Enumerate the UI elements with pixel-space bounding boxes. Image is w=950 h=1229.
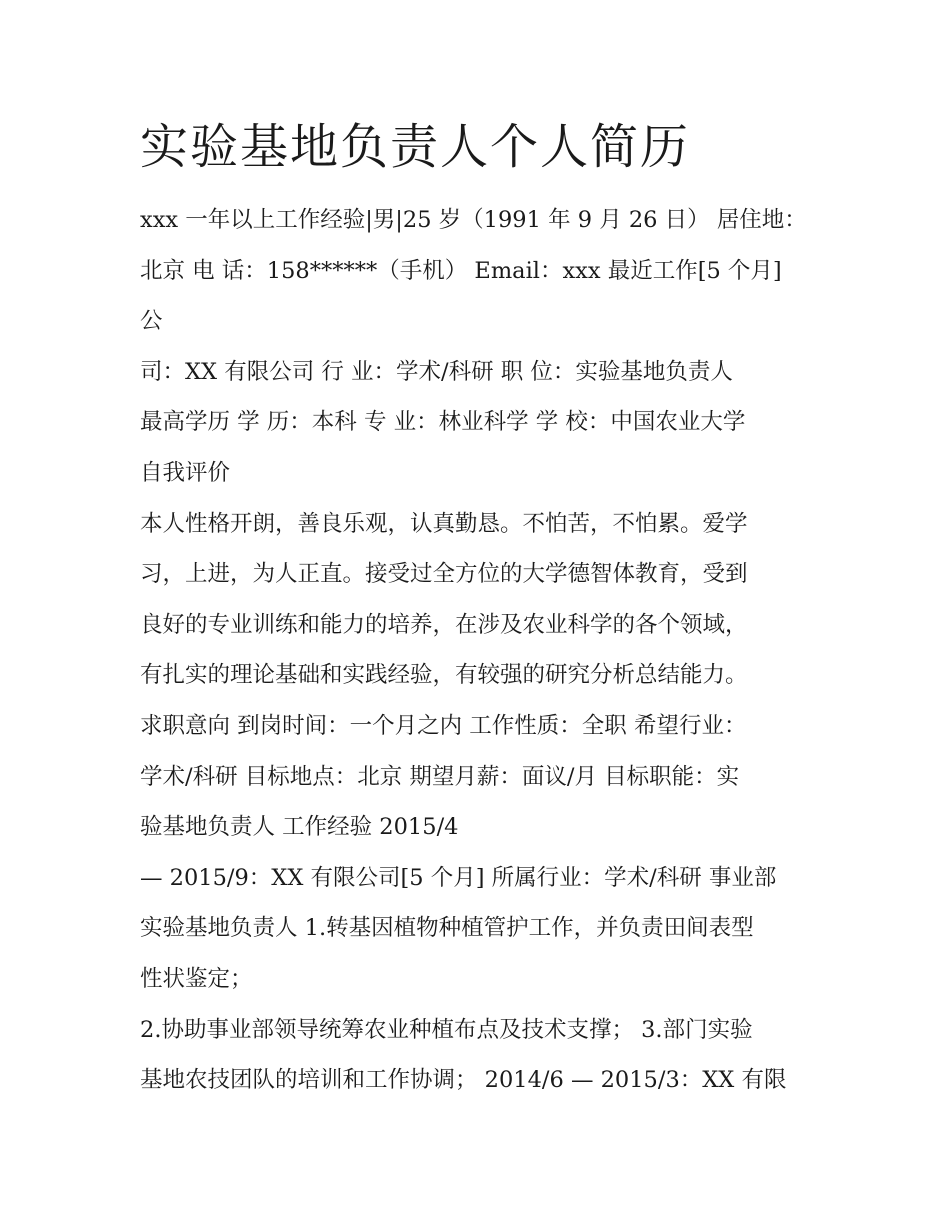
text-line: 本人性格开朗，善良乐观，认真勤恳。不怕苦，不怕累。爱学 (140, 510, 748, 537)
text-line: 求职意向 到岗时间：一个月之内 工作性质：全职 希望行业： (140, 712, 747, 739)
text-line: 良好的专业训练和能力的培养，在涉及农业科学的各个领域， (140, 611, 748, 638)
text-line: — 2015/9：XX 有限公司[5 个月] 所属行业：学术/科研 事业部 (140, 864, 777, 891)
text-line: 司：XX 有限公司 行 业：学术/科研 职 位：实验基地负责人 (140, 358, 733, 385)
document-title: 实验基地负责人个人简历 (140, 119, 691, 175)
text-line: 学术/科研 目标地点：北京 期望月薪：面议/月 目标职能：实 (140, 763, 740, 790)
text-line: 2.协助事业部领导统筹农业种植布点及技术支撑； 3.部门实验 (140, 1016, 753, 1043)
text-line: 北京 电 话：158******（手机） Email：xxx 最近工作[5 个月] (140, 257, 782, 284)
document-body (140, 195, 820, 1106)
text-line: 验基地负责人 工作经验 2015/4 (140, 814, 459, 841)
text-line: 基地农技团队的培训和工作协调； 2014/6 — 2015/3：XX 有限 (140, 1067, 787, 1094)
text-line: 习，上进，为人正直。接受过全方位的大学德智体教育，受到 (140, 561, 748, 588)
text-line: 公 (140, 308, 163, 335)
text-line: 有扎实的理论基础和实践经验，有较强的研究分析总结能力。 (140, 662, 748, 689)
text-line: 实验基地负责人 1.转基因植物种植管护工作，并负责田间表型 (140, 915, 754, 942)
section-heading-self-evaluation: 自我评价 (140, 459, 231, 486)
document-page (140, 112, 820, 1106)
text-line: 性状鉴定； (140, 965, 253, 992)
text-line: xxx 一年以上工作经验|男|25 岁（1991 年 9 月 26 日） 居住地： (140, 207, 807, 233)
text-line: 最高学历 学 历：本科 专 业：林业科学 学 校：中国农业大学 (140, 409, 746, 436)
